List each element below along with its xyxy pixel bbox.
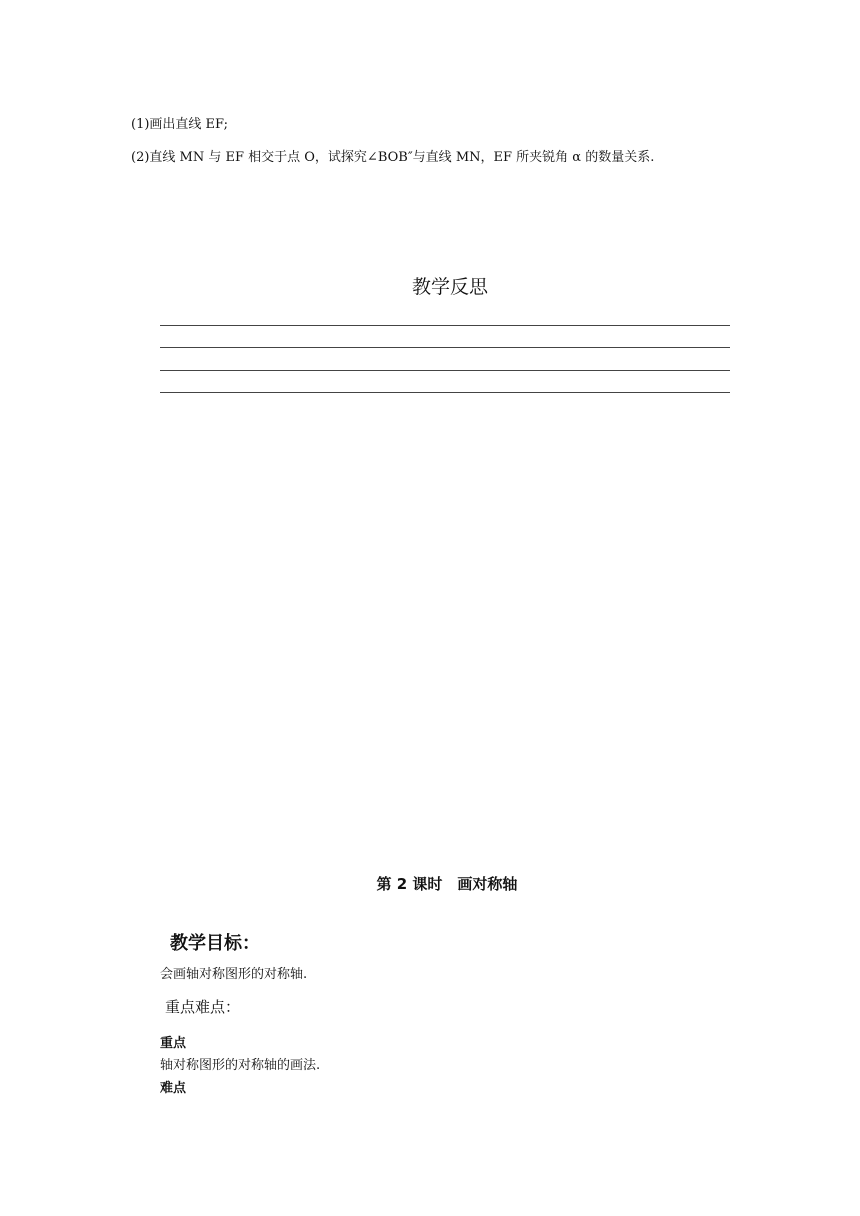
reflection-line-1	[160, 325, 730, 326]
question-part-1: (1)画出直线 EF;	[131, 117, 228, 132]
reflection-title: 教学反思	[411, 276, 488, 298]
key-point-text: 轴对称图形的对称轴的画法.	[160, 1058, 321, 1073]
teaching-goals-text: 会画轴对称图形的对称轴.	[160, 967, 308, 982]
reflection-line-2	[160, 347, 730, 348]
reflection-line-3	[160, 370, 730, 371]
lesson-title: 第 2 课时 画对称轴	[376, 875, 518, 893]
difficult-point-label: 难点	[160, 1081, 187, 1096]
key-difficult-heading: 重点难点：	[165, 998, 241, 1016]
question-part-2: (2)直线 MN 与 EF 相交于点 O，试探究∠BOB″与直线 MN，EF 所夹锐角 α 的数量关系.	[131, 150, 655, 165]
reflection-line-4	[160, 392, 730, 393]
key-point-label: 重点	[160, 1036, 187, 1051]
teaching-goals-heading: 教学目标：	[170, 933, 260, 954]
